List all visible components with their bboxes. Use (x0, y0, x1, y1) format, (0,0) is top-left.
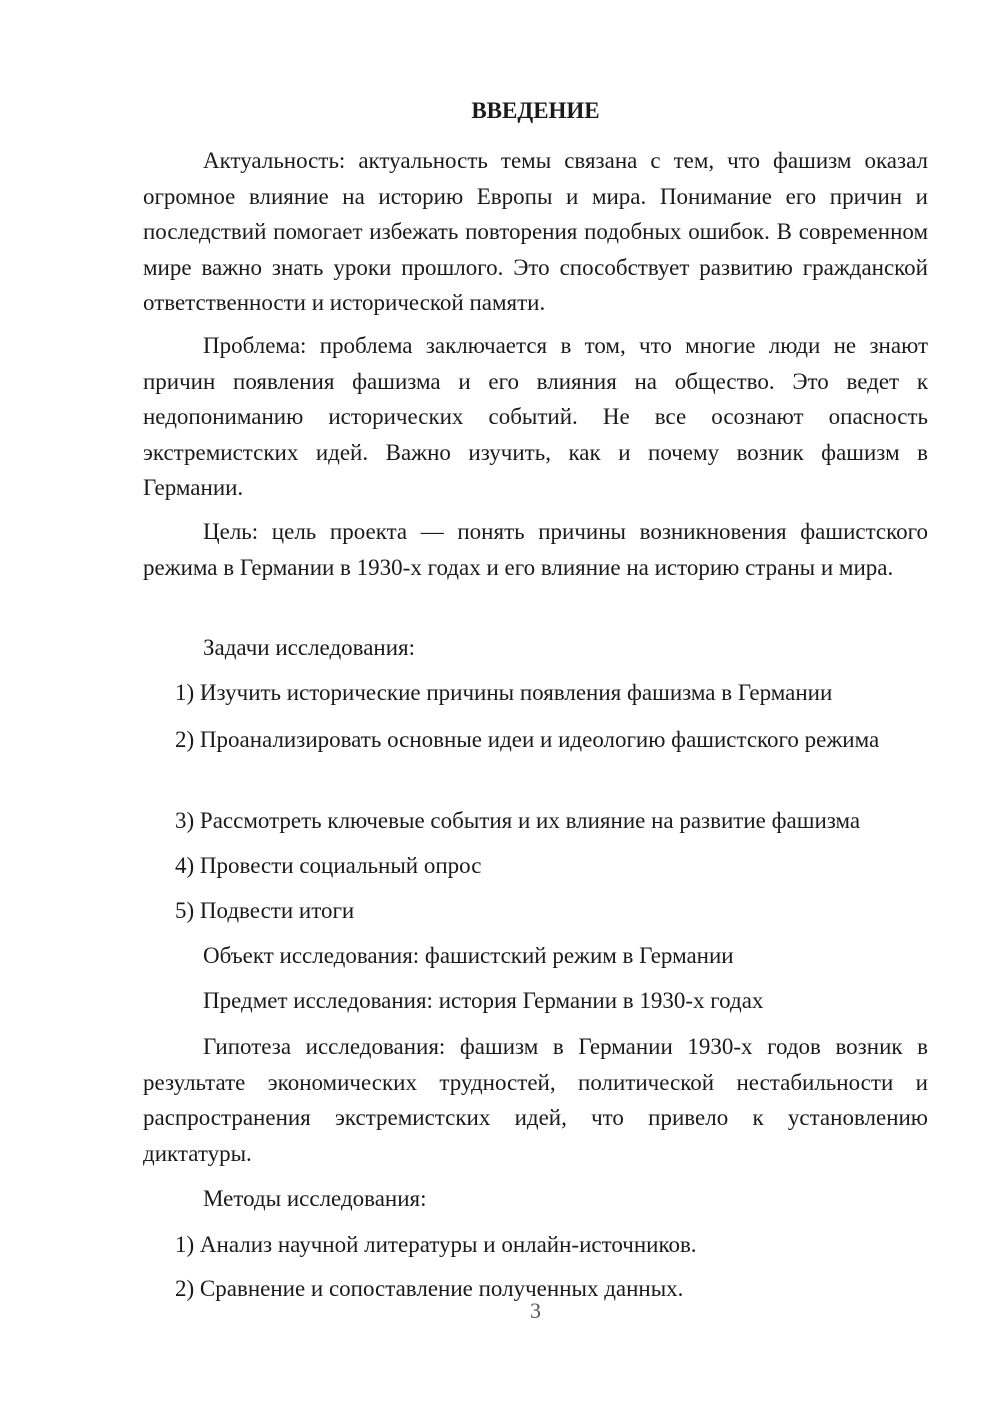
paragraph-relevance: Актуальность: актуальность темы связана с тем, что фашизм оказал огромное влияние на историю Европы и мира. Понимание его причин и последствий помогает избежать повторения подобных ошибок. В современном мире важно знать уроки прошлого. Это способствует развитию гражданской ответственности и исторической памяти. (143, 148, 928, 315)
paragraph-subject: Предмет исследования: история Германии в 1930-х годах (203, 988, 764, 1013)
task-item-4: 4) Провести социальный опрос (175, 853, 482, 878)
paragraph-hypothesis: Гипотеза исследования: фашизм в Германии 1930-х годов возник в результате экономических трудностей, политической нестабильности и распространения экстремистских идей, что привело к установлению диктатуры. (143, 1034, 928, 1166)
paragraph-methods-heading: Методы исследования: (203, 1186, 427, 1211)
method-item-2: 2) Сравнение и сопоставление полученных данных. (175, 1276, 684, 1301)
page-title: ВВЕДЕНИЕ (471, 98, 600, 123)
document-page (143, 0, 928, 1414)
task-item-5: 5) Подвести итоги (175, 898, 355, 923)
method-item-1: 1) Анализ научной литературы и онлайн-источников. (175, 1232, 697, 1257)
task-item-2: 2) Проанализировать основные идеи и идеологию фашистского режима (175, 727, 880, 752)
paragraph-goal: Цель: цель проекта — понять причины возникновения фашистского режима в Германии в 1930-х годах и его влияние на историю страны и мира. (143, 519, 928, 580)
paragraph-tasks-heading: Задачи исследования: (203, 635, 416, 660)
paragraph-problem: Проблема: проблема заключается в том, что многие люди не знают причин появления фашизма и его влияния на общество. Это ведет к недопониманию исторических событий. Не все осознают опасность экстремистских идей. Важно изучить, как и почему возник фашизм в Германии. (143, 333, 928, 500)
paragraph-object: Объект исследования: фашистский режим в Германии (203, 943, 734, 968)
task-item-1: 1) Изучить исторические причины появления фашизма в Германии (175, 680, 833, 705)
task-item-3: 3) Рассмотреть ключевые события и их влияние на развитие фашизма (175, 808, 861, 833)
page-number: 3 (530, 1298, 541, 1323)
